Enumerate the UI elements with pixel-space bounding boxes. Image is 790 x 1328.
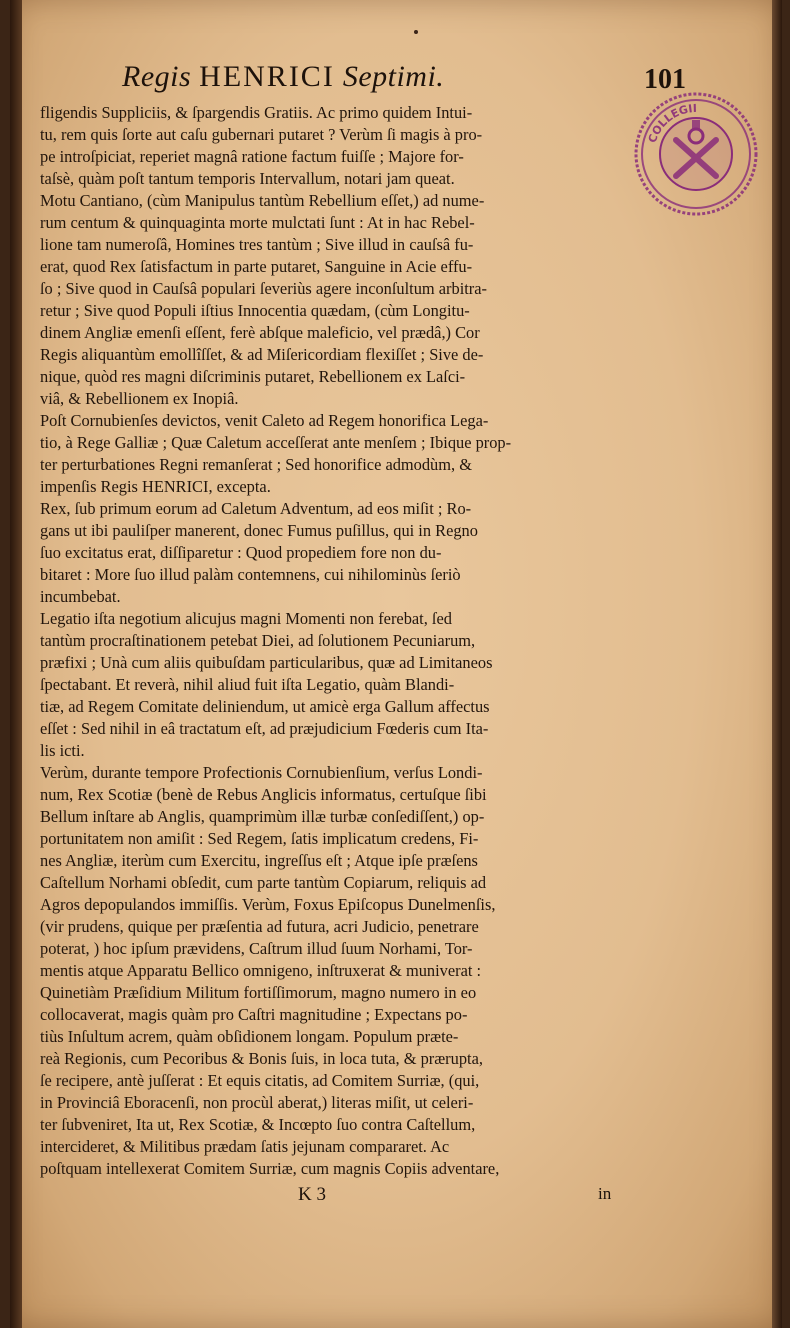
text-line: lis icti. bbox=[40, 741, 85, 760]
text-line: incumbebat. bbox=[40, 587, 121, 606]
text-line: tantùm procraſtinationem petebat Diei, ad ſolutionem Pecuniarum, bbox=[40, 631, 476, 650]
body-text bbox=[40, 102, 620, 1180]
text-line: Bellum inſtare ab Anglis, quamprimùm illæ turbæ conſediſſent,) op- bbox=[40, 807, 485, 826]
text-line: Regis aliquantùm emollîſſet, & ad Miſericordiam flexiſſet ; Sive de- bbox=[40, 345, 484, 364]
text-line: ter ſubveniret, Ita ut, Rex Scotiæ, & Incœpto ſuo contra Caſtellum, bbox=[40, 1115, 476, 1134]
signature-mark: K 3 bbox=[298, 1184, 326, 1205]
text-line: Verùm, durante tempore Profectionis Cornubienſium, verſus Londi- bbox=[40, 763, 483, 782]
text-line: in Provinciâ Eboracenſi, non procùl aberat,) literas miſit, ut celeri- bbox=[40, 1093, 474, 1112]
text-line: gans ut ibi pauliſper manerent, donec Fumus puſillus, qui in Regno bbox=[40, 521, 478, 540]
text-line: erat, quod Rex ſatisfactum in parte putaret, Sanguine in Acie effu- bbox=[40, 257, 473, 276]
text-line: collocaverat, magis quàm pro Caſtri magnitudine ; Expectans po- bbox=[40, 1005, 468, 1024]
text-line: intercideret, & Militibus prædam ſatis jejunam compararet. Ac bbox=[40, 1137, 450, 1156]
text-line: bitaret : More ſuo illud palàm contemnens, cui nihilominùs ſeriò bbox=[40, 565, 461, 584]
ink-dot bbox=[414, 30, 418, 34]
text-line: dinem Angliæ emenſi eſſent, ferè abſque maleficio, vel prædâ,) Cor bbox=[40, 323, 480, 342]
stamp-text: COLLEGII bbox=[645, 101, 697, 145]
text-line: viâ, & Rebellionem ex Inopiâ. bbox=[40, 389, 239, 408]
text-line: poſtquam intellexerat Comitem Surriæ, cum magnis Copiis adventare, bbox=[40, 1159, 500, 1178]
text-line: Caſtellum Norhami obſedit, cum parte tantùm Copiarum, reliquis ad bbox=[40, 873, 487, 892]
text-line: Motu Cantiano, (cùm Manipulus tantùm Rebellium eſſet,) ad nume- bbox=[40, 191, 485, 210]
text-line: tu, rem quis ſorte aut caſu gubernari putaret ? Verùm ſi magis à pro- bbox=[40, 125, 483, 144]
text-line: (vir prudens, quique per præſentia ad futura, acri Judicio, penetrare bbox=[40, 917, 479, 936]
text-line: num, Rex Scotiæ (benè de Rebus Anglicis informatus, certuſque ſibi bbox=[40, 785, 487, 804]
text-line: taſsè, quàm poſt tantum temporis Intervallum, notari jam queat. bbox=[40, 169, 455, 188]
text-line: Poſt Cornubienſes devictos, venit Caleto ad Regem honorifica Lega- bbox=[40, 411, 489, 430]
running-head-septimi: Septimi. bbox=[342, 60, 445, 93]
library-stamp-icon bbox=[632, 90, 760, 218]
running-head-henrici: HENRICI bbox=[199, 60, 335, 93]
text-line: mentis atque Apparatu Bellico omnigeno, inſtruxerat & muniverat : bbox=[40, 961, 482, 980]
text-line: fligendis Suppliciis, & ſpargendis Gratiis. Ac primo quidem Intui- bbox=[40, 103, 473, 122]
page-left-edge bbox=[10, 0, 22, 1328]
text-line: poterat, ) hoc ipſum prævidens, Caſtrum illud ſuum Norhami, Tor- bbox=[40, 939, 473, 958]
text-line: lione tam numeroſâ, Homines tres tantùm ; Sive illud in cauſsâ fu- bbox=[40, 235, 474, 254]
running-head-regis: Regis bbox=[122, 60, 192, 93]
text-line: ter perturbationes Regni remanſerat ; Sed honorifice admodùm, & bbox=[40, 455, 472, 474]
text-line: tiùs Inſultum acrem, quàm obſidionem longam. Populum præte- bbox=[40, 1027, 459, 1046]
text-line: impenſis Regis HENRICI, excepta. bbox=[40, 477, 271, 496]
text-line: ſe recipere, antè juſſerat : Et equis citatis, ad Comitem Surriæ, (qui, bbox=[40, 1071, 480, 1090]
text-line: tiæ, ad Regem Comitate deliniendum, ut amicè erga Gallum affectus bbox=[40, 697, 490, 716]
text-line: rum centum & quinquaginta morte mulctati ſunt : At in hac Rebel- bbox=[40, 213, 475, 232]
text-line: ſo ; Sive quod in Cauſsâ populari ſeveriùs agere inconſultum arbitra- bbox=[40, 279, 487, 298]
book-page bbox=[10, 0, 782, 1328]
page-number: 101 bbox=[644, 64, 686, 95]
text-line: Legatio iſta negotium alicujus magni Momenti non ferebat, ſed bbox=[40, 609, 452, 628]
text-line: Rex, ſub primum eorum ad Caletum Adventum, ad eos miſit ; Ro- bbox=[40, 499, 472, 518]
text-line: tio, à Rege Galliæ ; Quæ Caletum acceſſerat ante menſem ; Ibique prop- bbox=[40, 433, 512, 452]
page-right-edge bbox=[772, 0, 782, 1328]
text-line: eſſet : Sed nihil in eâ tractatum eſt, ad præjudicium Fœderis cum Ita- bbox=[40, 719, 489, 738]
text-line: Quinetiàm Præſidium Militum fortiſſimorum, magno numero in eo bbox=[40, 983, 477, 1002]
text-line: Agros depopulandos immiſſis. Verùm, Foxus Epiſcopus Dunelmenſis, bbox=[40, 895, 496, 914]
text-line: præfixi ; Unà cum aliis quibuſdam particularibus, quæ ad Limitaneos bbox=[40, 653, 493, 672]
running-head bbox=[122, 60, 444, 94]
text-line: ſpectabant. Et reverà, nihil aliud fuit iſta Legatio, quàm Blandi- bbox=[40, 675, 455, 694]
text-line: nique, quòd res magni diſcriminis putaret, Rebellionem ex Laſci- bbox=[40, 367, 466, 386]
text-line: nes Angliæ, iterùm cum Exercitu, ingreſſus eſt ; Atque ipſe præſens bbox=[40, 851, 478, 870]
text-line: portunitatem non amiſit : Sed Regem, ſatis implicatum credens, Fi- bbox=[40, 829, 479, 848]
text-line: pe introſpiciat, reperiet magnâ ratione factum fuiſſe ; Majore for- bbox=[40, 147, 464, 166]
catchword: in bbox=[598, 1184, 612, 1203]
text-line: ſuo excitatus erat, diſſiparetur : Quod propediem fore non du- bbox=[40, 543, 442, 562]
text-line: retur ; Sive quod Populi iſtius Innocentia quædam, (cùm Longitu- bbox=[40, 301, 470, 320]
text-line: reà Regionis, cum Pecoribus & Bonis ſuis, in loca tuta, & prærupta, bbox=[40, 1049, 483, 1068]
